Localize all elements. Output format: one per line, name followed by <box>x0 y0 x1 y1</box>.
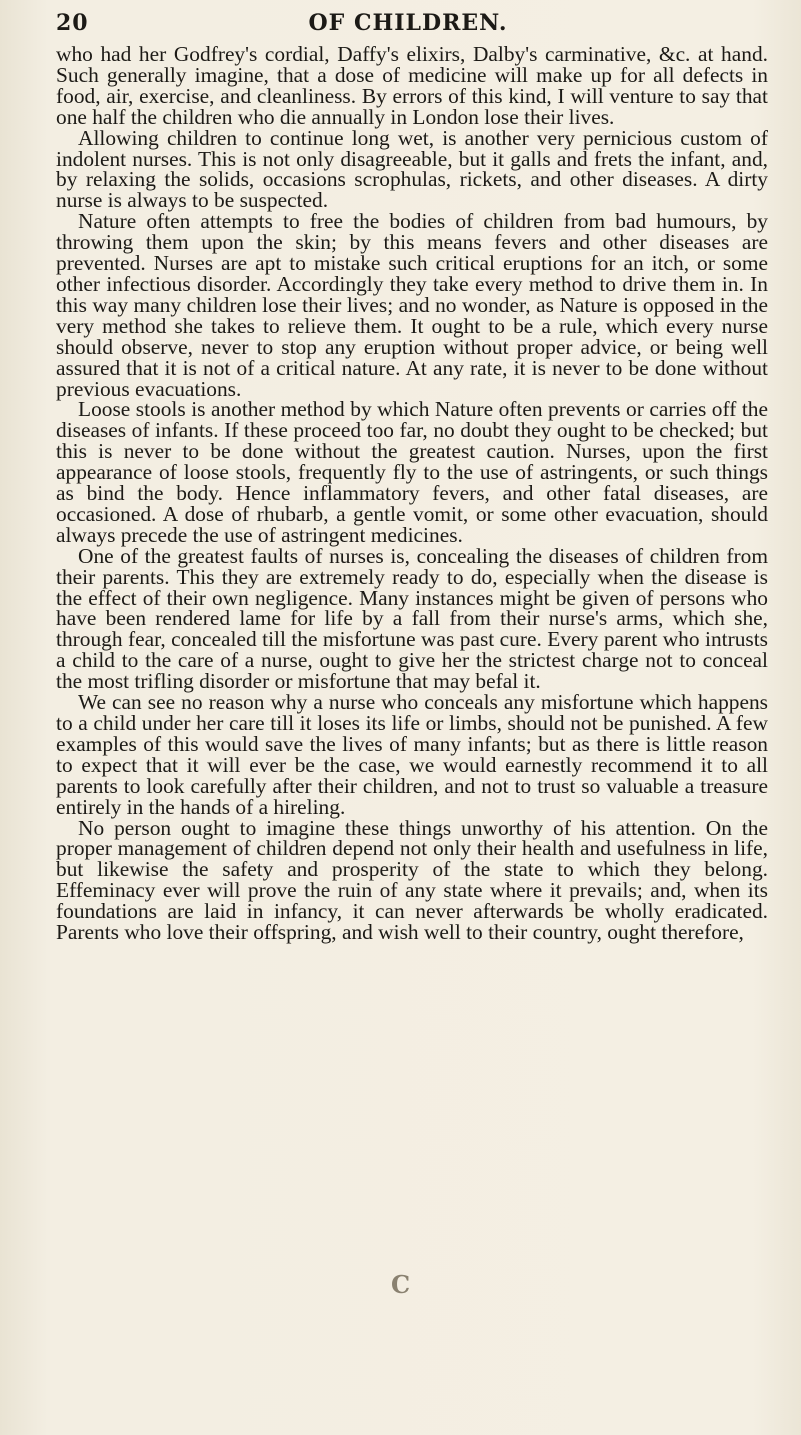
paragraph-punishment: We can see no reason why a nurse who conceals any misfortune which happens to a child under her care till it loses its life or limbs, should not be punished. A few examples of this would save the lives of many infants; but as there is little reason to expect that it will ever be the case, we would earnestly recommend it to all parents to look carefully after their children, and not to trust so valuable a treasure entirely in the hands of a hireling. <box>56 690 768 819</box>
running-title: OF CHILDREN. <box>308 10 508 36</box>
paragraph-management: No person ought to imagine these things unworthy of his attention. On the proper management of children depend not only their health and usefulness in life, but likewise the safety and prosperity of the state to which they belong. Effeminacy ever will prove the ruin of any state where it prevails; and, when its foundations are laid in infancy, it can never afterwards be wholly eradicated. Parents who love their offspring, and wish well to their country, ought therefore, <box>56 815 768 945</box>
paragraph-loose-stools: Loose stools is another method by which Nature often prevents or carries off the diseases of infants. If these proceed too far, no doubt they ought to be checked; but this is never to be done without the greatest caution. Nurses, upon the first appearance of loose stools, frequently fly to the use of astringents, or such things as bind the body. Hence inflammatory fevers, and other fatal diseases, are occasioned. A dose of rhubarb, a gentle vomit, or some other evacuation, should always precede the use of astringent medicines. <box>56 397 768 547</box>
paragraph-wet-children: Allowing children to continue long wet, is another very pernicious custom of indolent nurses. This is not only disagreeable, but it galls and frets the infant, and, by relaxing the solids, occasions scrophulas, rickets, and other diseases. A dirty nurse is always to be suspected. <box>56 125 768 213</box>
page-header <box>52 10 764 40</box>
paragraph-concealing-diseases: One of the greatest faults of nurses is, concealing the diseases of children from their parents. This they are extremely ready to do, especially when the disease is the effect of their own negligence. Many instances might be given of persons who have been rendered lame for life by a fall from their nurse's arms, which she, through fear, concealed till the misfortune was past cure. Every parent who intrusts a child to the care of a nurse, ought to give her the strictest charge not to conceal the most trifling disorder or misfortune that may befal it. <box>56 543 768 694</box>
paragraph-continued: who had her Godfrey's cordial, Daffy's elixirs, Dalby's carminative, &c. at hand. Such generally imagine, that a dose of medicine will make up for all defects in food, air, exercise, and cleanliness. By errors of this kind, I will venture to say that one half the children who die annually in London lose their lives. <box>56 42 768 129</box>
paragraph-eruptions: Nature often attempts to free the bodies of children from bad humours, by throwing them upon the skin; by this means fevers and other diseases are prevented. Nurses are apt to mistake such critical eruptions for an itch, or some other infectious disorder. Accordingly they take every method to drive them in. In this way many children lose their lives; and no wonder, as Nature is opposed in the very method she takes to relieve them. It ought to be a rule, which every nurse should observe, never to stop any eruption without proper advice, or being well assured that it is not of a critical nature. At any rate, it is never to be done without previous evacuations. <box>56 209 768 401</box>
body-text <box>56 44 768 943</box>
page-number: 20 <box>56 10 89 36</box>
signature-mark: C <box>390 1270 411 1299</box>
